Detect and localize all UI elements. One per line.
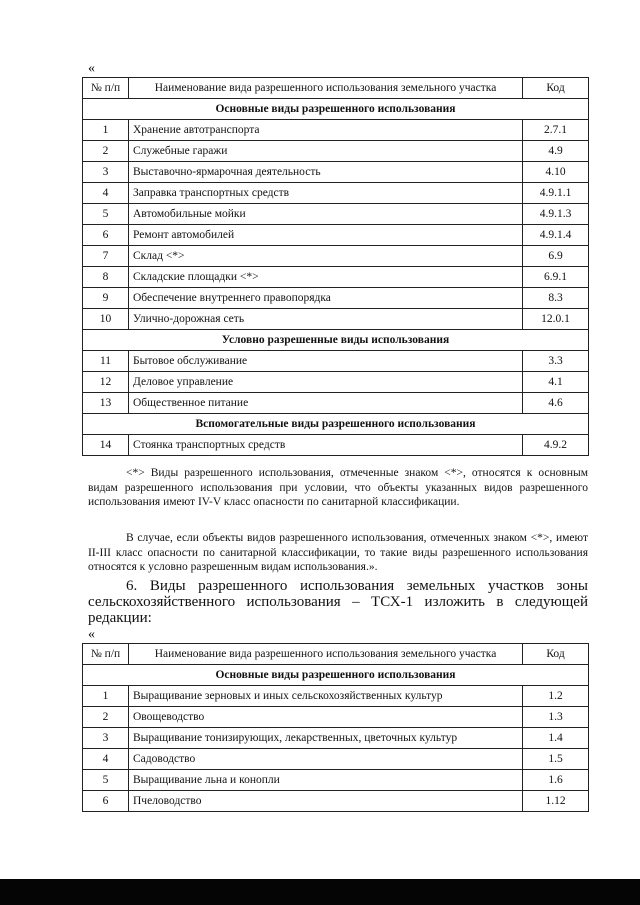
- row-code: 4.6: [523, 393, 589, 414]
- row-use-name: Выращивание зерновых и иных сельскохозяйственных культур: [129, 686, 523, 707]
- section-title: Основные виды разрешенного использования: [83, 99, 589, 120]
- row-use-name: Общественное питание: [129, 393, 523, 414]
- row-number: 12: [83, 372, 129, 393]
- scan-bottom-edge: [0, 879, 640, 905]
- row-use-name: Заправка транспортных средств: [129, 183, 523, 204]
- row-number: 5: [83, 204, 129, 225]
- row-code: 2.7.1: [523, 120, 589, 141]
- table-row: [83, 770, 589, 791]
- section-title: Вспомогательные виды разрешенного использования: [83, 414, 589, 435]
- row-number: 10: [83, 309, 129, 330]
- row-code: 1.6: [523, 770, 589, 791]
- header-name: Наименование вида разрешенного использования земельного участка: [129, 78, 523, 99]
- row-use-name: Служебные гаражи: [129, 141, 523, 162]
- section-header-row: [83, 330, 589, 351]
- row-number: 3: [83, 728, 129, 749]
- row-use-name: Овощеводство: [129, 707, 523, 728]
- footnote-paragraph: <*> Виды разрешенного использования, отмеченные знаком <*>, относятся к основным видам разрешенного использования при условии, что объекты указанных видов разрешенного использования имеют IV-V класс опасности по санитарной классификации.: [88, 467, 588, 508]
- row-code: 3.3: [523, 351, 589, 372]
- row-number: 13: [83, 393, 129, 414]
- table-header-row: [83, 78, 589, 99]
- table-row: [83, 120, 589, 141]
- header-code: Код: [523, 644, 589, 665]
- row-use-name: Автомобильные мойки: [129, 204, 523, 225]
- row-use-name: Пчеловодство: [129, 791, 523, 812]
- section-title: Условно разрешенные виды использования: [83, 330, 589, 351]
- row-code: 4.1: [523, 372, 589, 393]
- row-use-name: Хранение автотранспорта: [129, 120, 523, 141]
- row-code: 4.9.1.1: [523, 183, 589, 204]
- row-use-name: Обеспечение внутреннего правопорядка: [129, 288, 523, 309]
- row-use-name: Ремонт автомобилей: [129, 225, 523, 246]
- row-use-name: Выращивание льна и конопли: [129, 770, 523, 791]
- row-number: 1: [83, 686, 129, 707]
- table-row: [83, 162, 589, 183]
- header-number: № п/п: [83, 644, 129, 665]
- row-number: 3: [83, 162, 129, 183]
- row-number: 2: [83, 141, 129, 162]
- table-row: [83, 204, 589, 225]
- header-number: № п/п: [83, 78, 129, 99]
- row-use-name: Улично-дорожная сеть: [129, 309, 523, 330]
- land-use-table-1: [82, 77, 589, 456]
- row-code: 1.5: [523, 749, 589, 770]
- table-row: [83, 309, 589, 330]
- row-use-name: Выращивание тонизирующих, лекарственных, цветочных культур: [129, 728, 523, 749]
- row-use-name: Деловое управление: [129, 372, 523, 393]
- row-use-name: Садоводство: [129, 749, 523, 770]
- row-number: 8: [83, 267, 129, 288]
- hazard-class-paragraph: В случае, если объекты видов разрешенного использования, отмеченных знаком <*>, имеют II-III класс опасности по санитарной классификации, то такие виды разрешенного использования относятся к условно разрешенным видам использования.».: [88, 532, 588, 573]
- row-number: 11: [83, 351, 129, 372]
- row-code: 12.0.1: [523, 309, 589, 330]
- section-header-row: [83, 414, 589, 435]
- section-header-row: [83, 99, 589, 120]
- header-code: Код: [523, 78, 589, 99]
- row-number: 5: [83, 770, 129, 791]
- table-row: [83, 393, 589, 414]
- table-row: [83, 728, 589, 749]
- row-number: 7: [83, 246, 129, 267]
- row-code: 6.9: [523, 246, 589, 267]
- row-code: 6.9.1: [523, 267, 589, 288]
- row-code: 1.2: [523, 686, 589, 707]
- row-code: 1.12: [523, 791, 589, 812]
- row-code: 4.9.1.3: [523, 204, 589, 225]
- row-code: 4.9.1.4: [523, 225, 589, 246]
- table-header-row: [83, 644, 589, 665]
- section-title: Основные виды разрешенного использования: [83, 665, 589, 686]
- table-row: [83, 791, 589, 812]
- row-number: 1: [83, 120, 129, 141]
- row-use-name: Выставочно-ярмарочная деятельность: [129, 162, 523, 183]
- table-row: [83, 225, 589, 246]
- row-use-name: Бытовое обслуживание: [129, 351, 523, 372]
- section-header-row: [83, 665, 589, 686]
- land-use-table-2: [82, 643, 589, 812]
- opening-quote-2: «: [88, 627, 95, 642]
- row-number: 4: [83, 183, 129, 204]
- table-row: [83, 686, 589, 707]
- table-row: [83, 372, 589, 393]
- row-number: 6: [83, 225, 129, 246]
- row-number: 14: [83, 435, 129, 456]
- row-code: 1.4: [523, 728, 589, 749]
- row-number: 2: [83, 707, 129, 728]
- row-code: 4.9: [523, 141, 589, 162]
- table-row: [83, 246, 589, 267]
- item-6-paragraph: 6. Виды разрешенного использования земельных участков зоны сельскохозяйственного использования – ТСХ-1 изложить в следующей редакции:: [88, 578, 588, 626]
- row-code: 1.3: [523, 707, 589, 728]
- table-row: [83, 707, 589, 728]
- table-row: [83, 351, 589, 372]
- table-row: [83, 183, 589, 204]
- table-row: [83, 749, 589, 770]
- row-code: 8.3: [523, 288, 589, 309]
- row-use-name: Складские площадки <*>: [129, 267, 523, 288]
- row-number: 9: [83, 288, 129, 309]
- row-use-name: Стоянка транспортных средств: [129, 435, 523, 456]
- table-row: [83, 267, 589, 288]
- header-name: Наименование вида разрешенного использования земельного участка: [129, 644, 523, 665]
- row-code: 4.9.2: [523, 435, 589, 456]
- table-row: [83, 141, 589, 162]
- row-number: 4: [83, 749, 129, 770]
- row-use-name: Склад <*>: [129, 246, 523, 267]
- table-row: [83, 435, 589, 456]
- row-code: 4.10: [523, 162, 589, 183]
- opening-quote: «: [88, 61, 95, 76]
- table-row: [83, 288, 589, 309]
- row-number: 6: [83, 791, 129, 812]
